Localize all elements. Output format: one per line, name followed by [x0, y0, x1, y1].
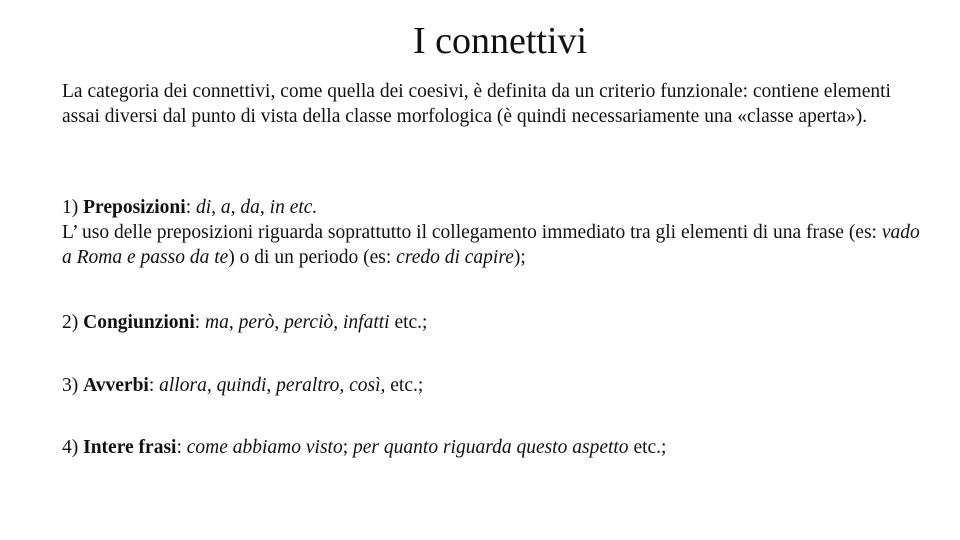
list-item-adverbs [62, 373, 932, 398]
item-colon: : [185, 197, 196, 218]
explanation-example: vado a Roma e passo da te [62, 222, 920, 268]
item-colon: : [176, 437, 187, 458]
item-example: infatti [342, 312, 390, 333]
item-example: allora [159, 375, 207, 396]
item-example: quindi [216, 375, 267, 396]
explanation-example: credo di capire [396, 247, 514, 268]
item-example: per quanto riguarda questo aspetto [353, 437, 629, 458]
item-tail: etc.; [628, 437, 667, 458]
item-label: Avverbi [83, 375, 149, 396]
item-heading [62, 195, 932, 220]
item-tail: etc.; [389, 312, 428, 333]
item-example: perciò [284, 312, 334, 333]
item-examples: di, a, da, in etc. [195, 197, 318, 218]
item-separator: , [274, 312, 285, 333]
item-label: Intere frasi [83, 437, 177, 458]
item-number: 2) [62, 312, 84, 333]
item-separator: , [266, 375, 277, 396]
item-example: peraltro, così [276, 375, 381, 396]
slide-title: I connettivi [412, 20, 588, 62]
list-item-prepositions [62, 195, 932, 270]
explanation-text: ); [513, 247, 526, 268]
item-colon: : [194, 312, 206, 333]
explanation-text: ) o di un periodo (es: [228, 247, 397, 268]
item-tail: , etc.; [380, 375, 424, 396]
item-explanation [62, 220, 932, 270]
item-label: Congiunzioni [83, 312, 195, 333]
item-example: ma [205, 312, 229, 333]
item-label: Preposizioni [83, 197, 186, 218]
item-example: come abbiamo visto [186, 437, 343, 458]
item-example: però [238, 312, 275, 333]
item-separator: , [333, 312, 343, 333]
item-separator: , [206, 375, 217, 396]
list-item-whole-sentences [62, 435, 932, 460]
explanation-text: L’ uso delle preposizioni riguarda soprattutto il collegamento immediato tra gli elementi di una frase (es: [62, 222, 882, 243]
item-number: 4) [62, 437, 84, 458]
item-separator: , [228, 312, 239, 333]
item-number: 3) [62, 375, 84, 396]
item-separator: ; [342, 437, 354, 458]
list-item-conjunctions [62, 310, 932, 335]
item-colon: : [148, 375, 160, 396]
item-number: 1) [62, 197, 84, 218]
intro-paragraph: La categoria dei connettivi, come quella dei coesivi, è definita da un criterio funzionale: contiene elementi assai diversi dal punto di vista della classe morfologica (è quindi necessariamente una «classe aperta»). [62, 81, 891, 127]
